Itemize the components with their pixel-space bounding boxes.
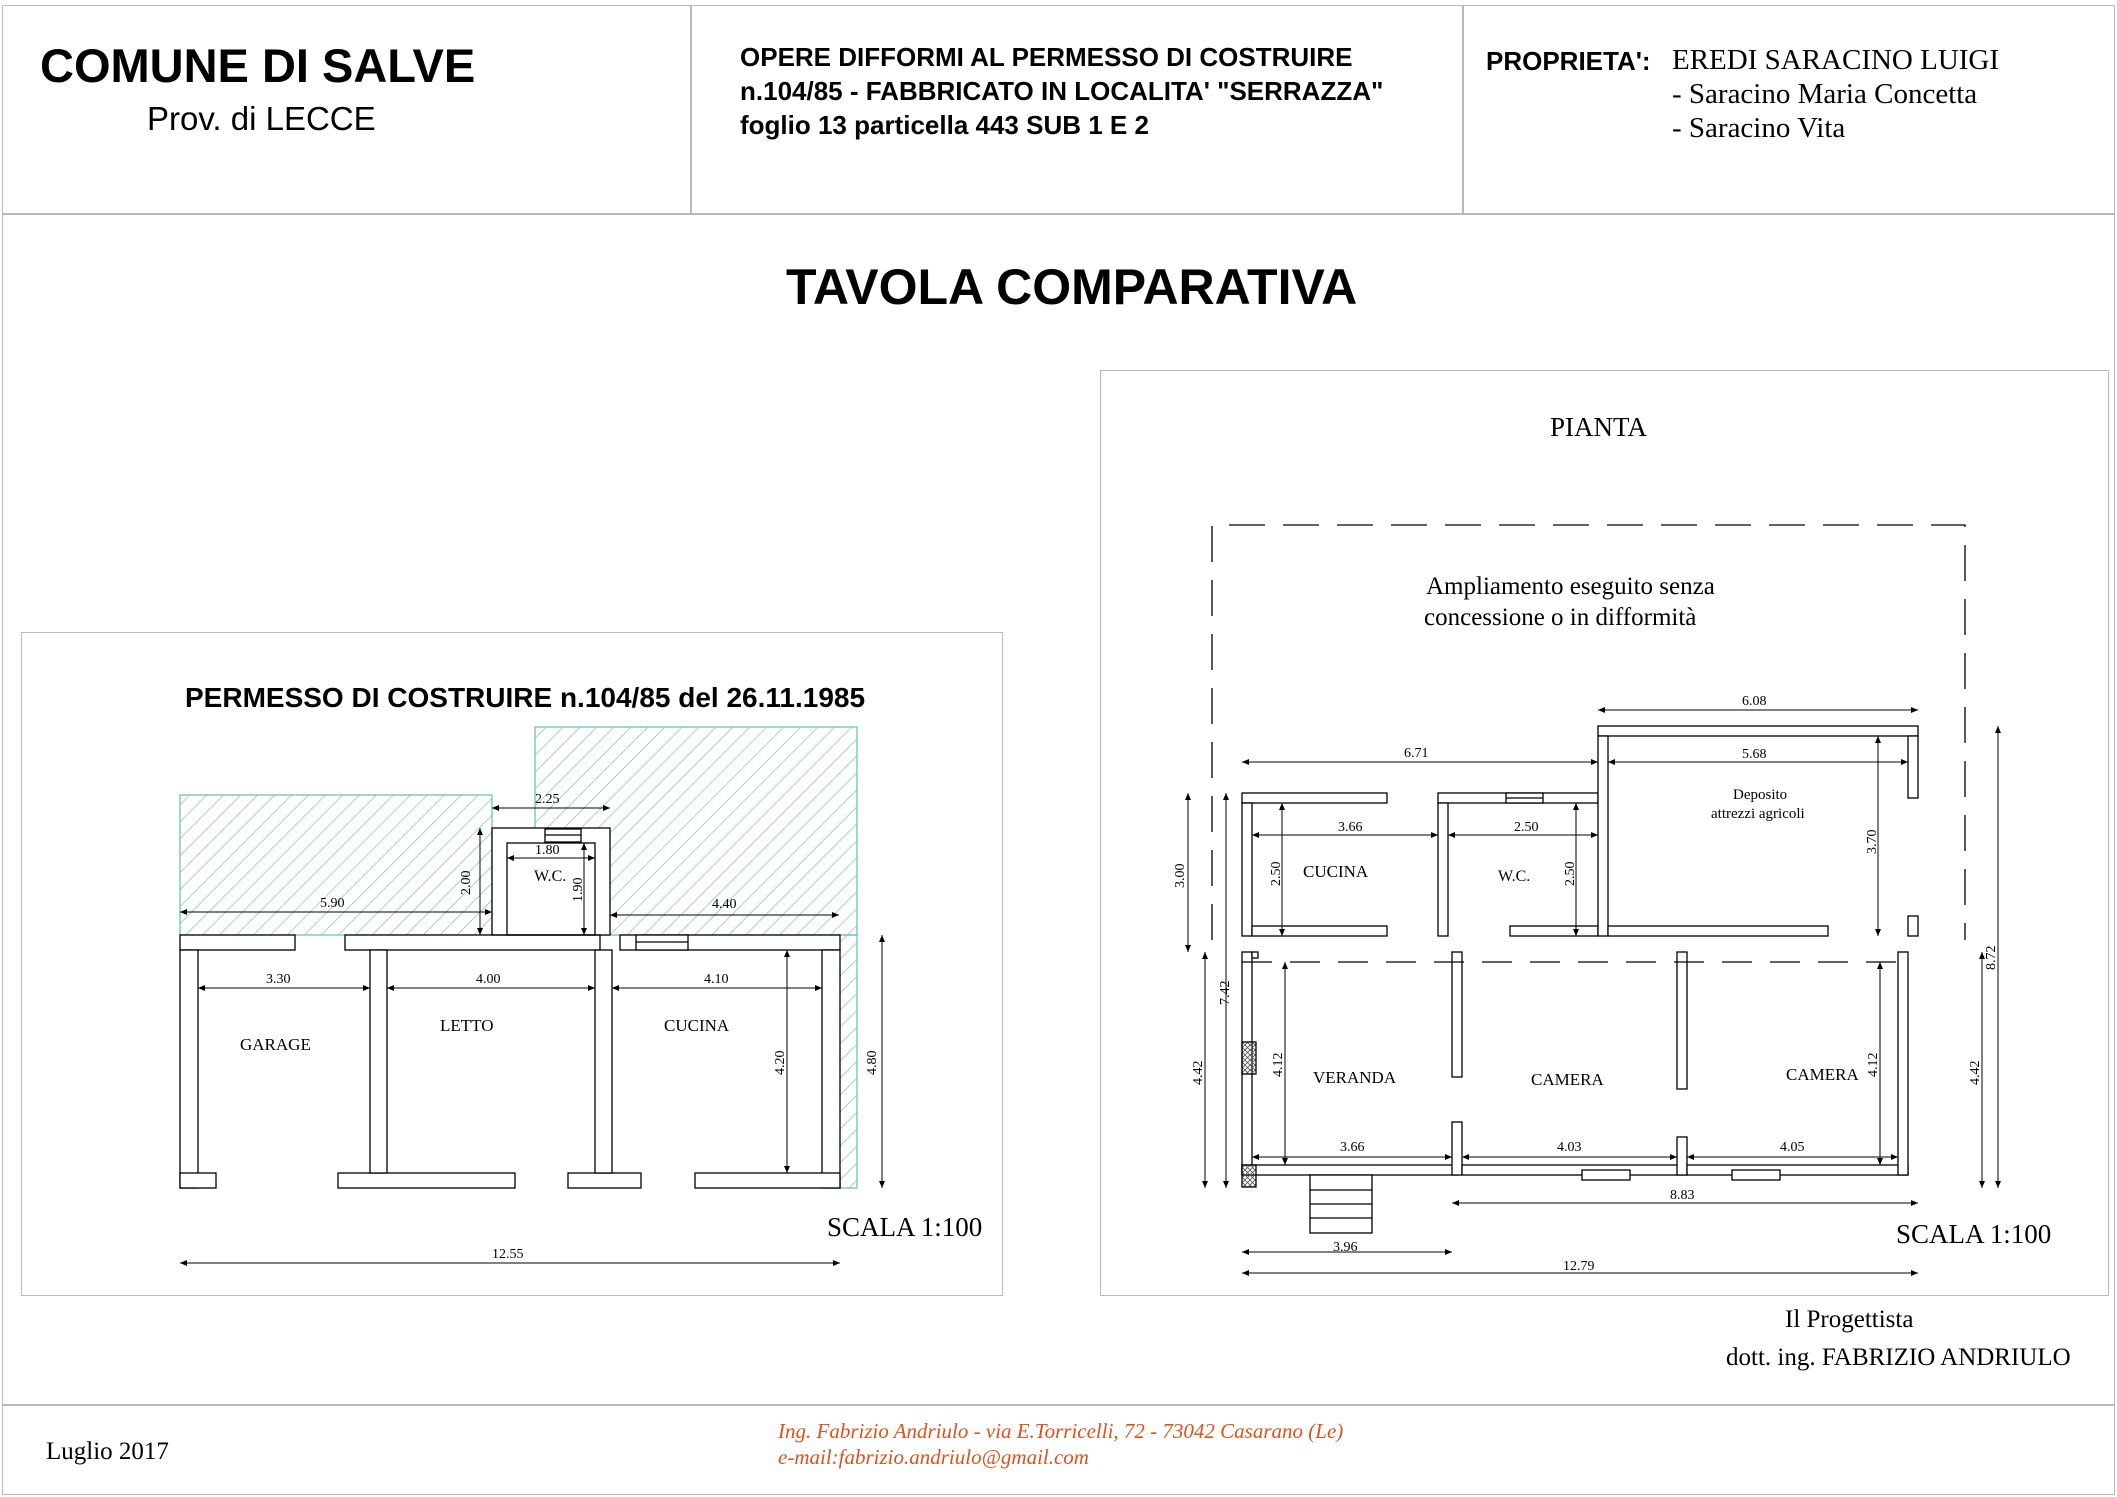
room-deposito-line1: Deposito — [1733, 787, 1788, 803]
dim-7-42: 7.42 — [1218, 980, 1233, 1005]
dim-1-90: 1.90 — [571, 877, 586, 902]
room-garage: GARAGE — [240, 1035, 311, 1054]
dim-2-50-cucina: 2.50 — [1269, 861, 1284, 886]
proprieta-label: PROPRIETA': — [1486, 46, 1651, 76]
dim-6-08: 6.08 — [1742, 694, 1767, 709]
pianta-label: PIANTA — [1550, 412, 1647, 442]
dim-2-00: 2.00 — [459, 870, 474, 895]
room-wc-left: W.C. — [534, 868, 567, 885]
dim-3-70: 3.70 — [1865, 829, 1880, 854]
dim-12-55: 12.55 — [492, 1247, 524, 1262]
dim-12-79: 12.79 — [1563, 1259, 1595, 1274]
dim-2-50-top: 2.50 — [1514, 820, 1539, 835]
dim-1-80: 1.80 — [535, 843, 560, 858]
hatch-strip — [839, 935, 857, 1188]
dim-3-30: 3.30 — [266, 972, 291, 987]
dim-4-10: 4.10 — [704, 972, 729, 987]
dim-4-05: 4.05 — [1780, 1140, 1805, 1155]
room-veranda: VERANDA — [1313, 1068, 1397, 1087]
dim-8-83: 8.83 — [1670, 1188, 1695, 1203]
dim-4-20: 4.20 — [773, 1050, 788, 1075]
dim-2-25: 2.25 — [535, 792, 560, 807]
left-plan — [180, 727, 857, 1188]
footer-address: Ing. Fabrizio Andriulo - via E.Torricelli, 72 - 73042 Casarano (Le) — [778, 1419, 1344, 1443]
provincia-label: Prov. di LECCE — [147, 100, 376, 137]
room-cucina-left: CUCINA — [664, 1016, 730, 1035]
oggetto-line-3: foglio 13 particella 443 SUB 1 E 2 — [740, 110, 1149, 140]
left-panel-title: PERMESSO DI COSTRUIRE n.104/85 del 26.11.1985 — [185, 682, 866, 713]
room-camera-2: CAMERA — [1786, 1065, 1859, 1084]
room-cucina-right: CUCINA — [1303, 862, 1369, 881]
room-camera-1: CAMERA — [1531, 1070, 1604, 1089]
dim-3-00: 3.00 — [1173, 863, 1188, 888]
footer-email: e-mail:fabrizio.andriulo@gmail.com — [778, 1445, 1089, 1469]
right-dim-labels — [1173, 694, 1999, 1274]
oggetto-line-2: n.104/85 - FABBRICATO IN LOCALITA' "SERRAZZA" — [740, 76, 1384, 106]
room-wc-right: W.C. — [1498, 868, 1531, 885]
ampliamento-note-2: concessione o in difformità — [1424, 604, 1697, 631]
left-panel-scale: SCALA 1:100 — [827, 1212, 983, 1242]
hatch-area-left — [180, 795, 492, 935]
dim-3-66-bottom: 3.66 — [1340, 1140, 1365, 1155]
dim-4-12-right: 4.12 — [1866, 1052, 1881, 1077]
proprieta-line-3: - Saracino Vita — [1672, 112, 1846, 144]
dim-5-90: 5.90 — [320, 896, 345, 911]
comune-title: COMUNE DI SALVE — [40, 39, 476, 92]
proprieta-line-1: EREDI SARACINO LUIGI — [1672, 44, 2000, 76]
dim-4-00: 4.00 — [476, 972, 501, 987]
dim-4-03: 4.03 — [1557, 1140, 1582, 1155]
dim-4-42-left: 4.42 — [1191, 1060, 1206, 1085]
dim-3-96: 3.96 — [1333, 1240, 1358, 1255]
progettista-role: Il Progettista — [1785, 1306, 1914, 1333]
ampliamento-note-1: Ampliamento eseguito senza — [1426, 573, 1715, 600]
dim-6-71: 6.71 — [1404, 746, 1429, 761]
progettista-name: dott. ing. FABRIZIO ANDRIULO — [1726, 1344, 2071, 1371]
right-panel-scale: SCALA 1:100 — [1896, 1219, 2052, 1249]
dim-4-42-right: 4.42 — [1968, 1060, 1983, 1085]
oggetto-line-1: OPERE DIFFORMI AL PERMESSO DI COSTRUIRE — [740, 42, 1353, 72]
right-room-labels — [1303, 787, 1859, 1089]
footer-date: Luglio 2017 — [46, 1438, 169, 1465]
room-deposito-line2: attrezzi agricoli — [1711, 806, 1805, 822]
dim-4-80: 4.80 — [865, 1050, 880, 1075]
dim-3-66-top: 3.66 — [1338, 820, 1363, 835]
footer-divider — [2, 1404, 2115, 1406]
dim-4-12-left: 4.12 — [1271, 1052, 1286, 1077]
dim-5-68: 5.68 — [1742, 747, 1767, 762]
dim-4-40: 4.40 — [712, 897, 737, 912]
page-title: TAVOLA COMPARATIVA — [786, 259, 1358, 315]
room-letto: LETTO — [440, 1016, 494, 1035]
proprieta-line-2: - Saracino Maria Concetta — [1672, 78, 1978, 110]
dim-2-50-wc: 2.50 — [1563, 861, 1578, 886]
dim-8-72: 8.72 — [1984, 945, 1999, 970]
